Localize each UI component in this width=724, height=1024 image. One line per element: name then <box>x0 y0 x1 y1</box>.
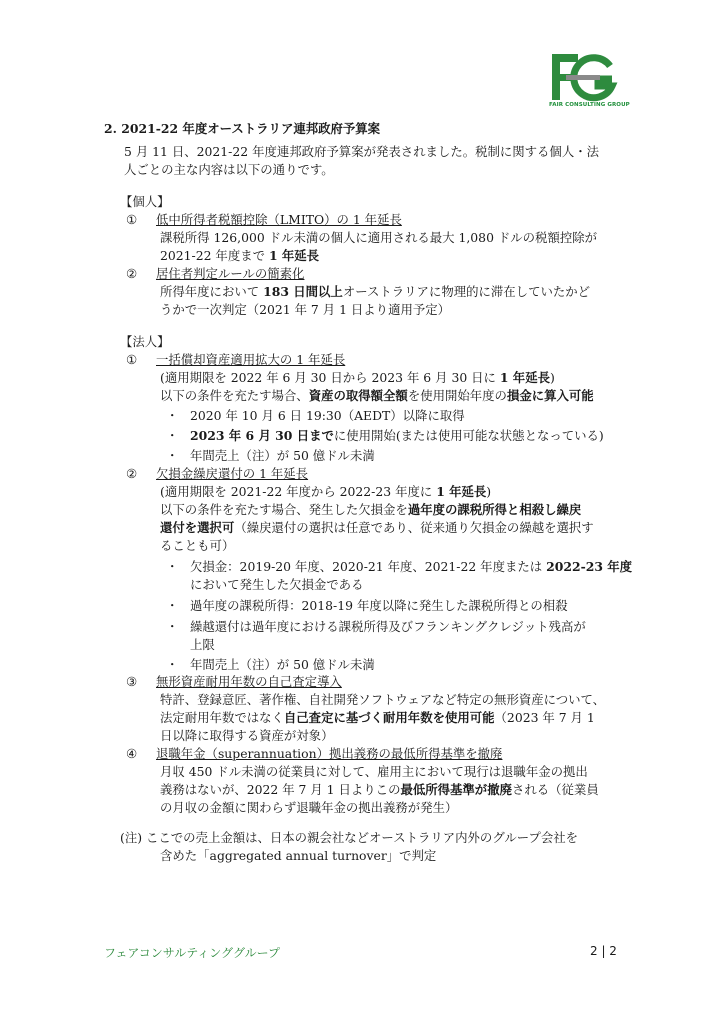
bullet-text: 年間売上（注）が 50 億ドル未満 <box>190 657 375 672</box>
item-text: 月収 450 ドル未満の従業員に対して、雇用主において現行は退職年金の拠出 <box>160 764 588 779</box>
bullet-text: 2023 年 6 月 30 日までに使用開始(または使用可能な状態となっている) <box>190 428 604 443</box>
item-title: 低中所得者税額控除（LMITO）の 1 年延長 <box>156 212 402 227</box>
item-text: 義務はないが、2022 年 7 月 1 日よりこの最低所得基準が撤廃される（従業員 <box>160 782 599 797</box>
bullet-text: において発生した欠損金である <box>190 577 364 592</box>
item-text: の月収の金額に関わらず退職年金の拠出義務が発生） <box>160 800 458 815</box>
item-number: ② <box>126 266 138 281</box>
item-number: ④ <box>126 746 138 761</box>
item-title: 欠損金繰戻還付の 1 年延長 <box>156 466 309 481</box>
item-title: 退職年金（superannuation）拠出義務の最低所得基準を撤廃 <box>156 746 503 761</box>
item-title: 居住者判定ルールの簡素化 <box>156 266 305 281</box>
individual-label: 【個人】 <box>120 194 170 209</box>
page-number: 2 | 2 <box>590 944 617 958</box>
item-text: 日以降に取得する資産が対象） <box>160 728 334 743</box>
item-title: 一括償却資産適用拡大の 1 年延長 <box>156 352 346 367</box>
intro-text: 5 月 11 日、2021-22 年度連邦政府予算案が発表されました。税制に関する個人・法 <box>124 144 599 159</box>
bullet-text: 欠損金：2019-20 年度、2020-21 年度、2021-22 年度または 2022-23 年度 <box>190 559 633 574</box>
item-text: 課税所得 126,000 ドル未満の個人に適用される最大 1,080 ドルの税額控除が <box>160 230 598 245</box>
note-text: 含めた「aggregated annual turnover」で判定 <box>160 848 437 863</box>
bullet-dot: ・ <box>166 657 179 672</box>
item-text: 以下の条件を充たす場合、資産の取得額全額を使用開始年度の損金に算入可能 <box>160 388 594 403</box>
bullet-text: 2020 年 10 月 6 日 19:30（AEDT）以降に取得 <box>190 408 465 423</box>
bullet-text: 繰越還付は過年度における課税所得及びフランキングクレジット残高が <box>190 619 586 634</box>
item-number: ① <box>126 352 138 367</box>
section-heading: 2. 2021-22 年度オーストラリア連邦政府予算案 <box>104 121 381 136</box>
item-text: (適用期限を 2021-22 年度から 2022-23 年度に 1 年延長) <box>160 484 492 499</box>
item-text: 以下の条件を充たす場合、発生した欠損金を過年度の課税所得と相殺し繰戻 <box>160 502 582 517</box>
note-text: (注) ここでの売上金額は、日本の親会社などオーストラリア内外のグループ会社を <box>120 830 579 845</box>
bullet-dot: ・ <box>166 598 179 613</box>
bullet-dot: ・ <box>166 619 179 634</box>
item-text: うかで一次判定（2021 年 7 月 1 日より適用予定） <box>160 302 451 317</box>
bullet-dot: ・ <box>166 408 179 423</box>
item-number: ③ <box>126 674 138 689</box>
bullet-text: 過年度の課税所得：2018-19 年度以降に発生した課税所得との相殺 <box>190 598 568 613</box>
intro-text: 人ごとの主な内容は以下の通りです。 <box>124 162 334 177</box>
item-text: ることも可） <box>160 538 235 553</box>
item-title: 無形資産耐用年数の自己査定導入 <box>156 674 342 689</box>
item-text: 法定耐用年数ではなく自己査定に基づく耐用年数を使用可能（2023 年 7 月 1 <box>160 710 595 725</box>
item-text: 所得年度において 183 日間以上オーストラリアに物理的に滞在していたかど <box>160 284 591 299</box>
corporate-label: 【法人】 <box>120 334 170 349</box>
item-text: 2021-22 年度まで 1 年延長 <box>160 248 320 263</box>
footer-company: フェアコンサルティンググループ <box>104 946 281 960</box>
company-logo <box>552 52 618 104</box>
item-text: 還付を選択可（繰戻還付の選択は任意であり、従来通り欠損金の繰越を選択す <box>160 520 594 535</box>
bullet-text: 年間売上（注）が 50 億ドル未満 <box>190 448 375 463</box>
bullet-text: 上限 <box>190 637 215 652</box>
bullet-dot: ・ <box>166 559 179 574</box>
item-number: ② <box>126 466 138 481</box>
item-number: ① <box>126 212 138 227</box>
item-text: 特許、登録意匠、著作権、自社開発ソフトウェアなど特定の無形資産について、 <box>160 692 606 707</box>
item-text: (適用期限を 2022 年 6 月 30 日から 2023 年 6 月 30 日に 1 年延長) <box>160 370 555 385</box>
bullet-dot: ・ <box>166 428 179 443</box>
logo-caption: FAIR CONSULTING GROUP <box>549 102 630 108</box>
bullet-dot: ・ <box>166 448 179 463</box>
